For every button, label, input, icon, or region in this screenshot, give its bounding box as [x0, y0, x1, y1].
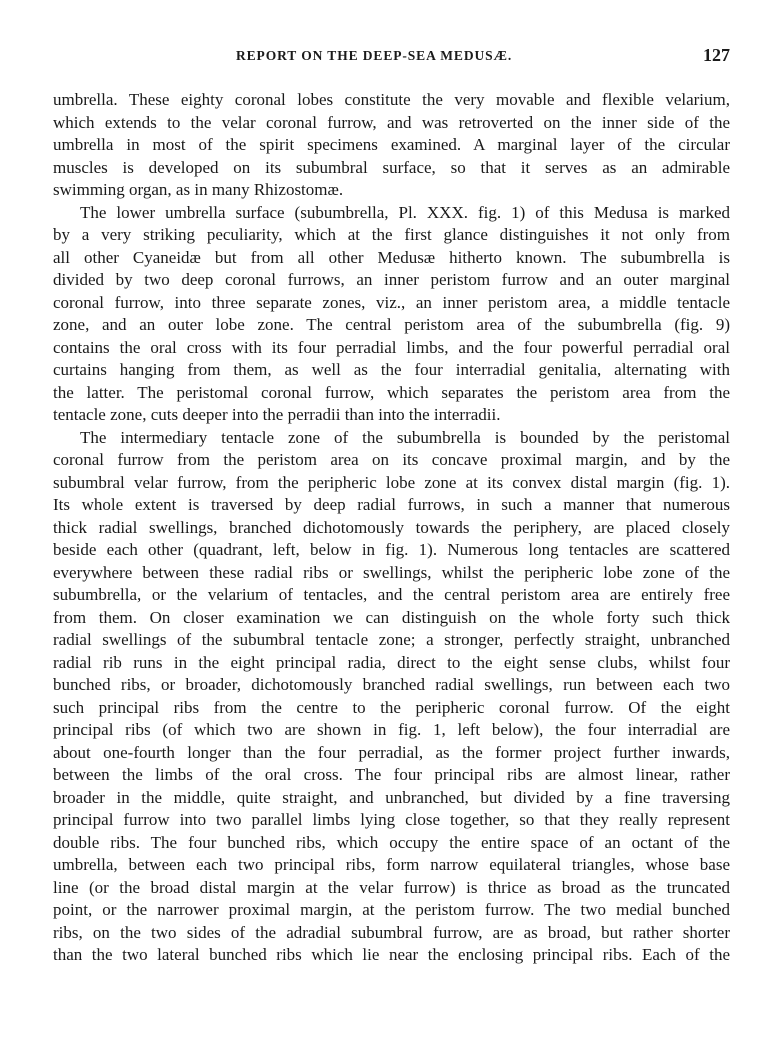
text-line: umbrella. These eighty coronal lobes constitute the very movable and flexible velarium,: [53, 90, 730, 109]
text-line: the latter. The peristomal coronal furrow, which separates the peristom area from the: [53, 382, 730, 402]
text-line: coronal furrow, into three separate zones, viz., an inner peristom area, a middle tentacle: [53, 292, 730, 312]
body-text: [53, 89, 730, 967]
text-line: zone, and an outer lobe zone. The central peristom area of the subumbrella (fig. 9): [53, 315, 730, 334]
text-line: curtains hanging from them, as well as the four interradial genitalia, alternating with: [53, 360, 730, 379]
text-line: contains the oral cross with its four perradial limbs, and the four powerful perradial oral: [53, 337, 730, 357]
text-line: everywhere between these radial ribs or swellings, whilst the peripheric lobe zone of the: [53, 562, 730, 582]
text-line: ribs, on the two sides of the adradial subumbral furrow, are as broad, but rather shorter: [53, 922, 730, 942]
text-line: principal furrow into two parallel limbs lying close together, so that they really represent: [53, 810, 730, 829]
text-line: subumbral velar furrow, from the peripheric lobe zone at its convex distal margin (fig. 1).: [53, 472, 730, 492]
text-line: by a very striking peculiarity, which at the first glance distinguishes it not only from: [53, 225, 730, 244]
text-line: divided by two deep coronal furrows, an inner peristom furrow and an outer marginal: [53, 270, 730, 289]
text-line: Its whole extent is traversed by deep radial furrows, in such a manner that numerous: [53, 495, 730, 514]
paragraph-2: [53, 202, 730, 427]
text-line: between the limbs of the oral cross. The four principal ribs are almost linear, rather: [53, 765, 730, 784]
text-line: principal ribs (of which two are shown in fig. 1, left below), the four interradial are: [53, 720, 730, 739]
text-line: coronal furrow from the peristom area on its concave proximal margin, and by the: [53, 450, 730, 469]
text-line: tentacle zone, cuts deeper into the perradii than into the interradii.: [53, 405, 501, 424]
text-line: The lower umbrella surface (subumbrella, Pl. XXX. fig. 1) of this Medusa is marked: [80, 202, 730, 222]
text-line: all other Cyaneidæ but from all other Medusæ hitherto known. The subumbrella is: [53, 247, 730, 267]
paragraph-1: [53, 89, 730, 202]
text-line: muscles is developed on its subumbral surface, so that it serves as an admirable: [53, 157, 730, 177]
text-line: than the two lateral bunched ribs which lie near the enclosing principal ribs. Each of the: [53, 945, 730, 964]
running-title: REPORT ON THE DEEP-SEA MEDUSÆ.: [236, 48, 513, 63]
text-line: which extends to the velar coronal furrow, and was retroverted on the inner side of the: [53, 112, 730, 132]
text-line: swimming organ, as in many Rhizostomæ.: [53, 180, 344, 199]
text-line: from them. On closer examination we can distinguish on the whole forty such thick: [53, 607, 730, 627]
paragraph-3: [53, 427, 730, 967]
page-number: 127: [703, 45, 730, 65]
text-line: The intermediary tentacle zone of the subumbrella is bounded by the peristomal: [80, 427, 730, 447]
text-line: radial swellings of the subumbral tentacle zone; a stronger, perfectly straight, unbranched: [53, 630, 730, 649]
text-line: about one-fourth longer than the four perradial, as the former project further inwards,: [53, 742, 730, 762]
text-line: beside each other (quadrant, left, below in fig. 1). Numerous long tentacles are scattered: [53, 540, 730, 559]
text-line: point, or the narrower proximal margin, at the peristom furrow. The two medial bunched: [53, 900, 730, 919]
text-line: thick radial swellings, branched dichotomously towards the periphery, are placed closely: [53, 517, 730, 537]
text-line: broader in the middle, quite straight, and unbranched, but divided by a fine traversing: [53, 787, 730, 807]
text-line: radial rib runs in the eight principal radia, direct to the eight sense clubs, whilst four: [53, 652, 730, 672]
text-line: umbrella, between each two principal ribs, form narrow equilateral triangles, whose base: [53, 855, 730, 874]
text-line: umbrella in most of the spirit specimens examined. A marginal layer of the circular: [53, 135, 730, 154]
running-header: [53, 45, 730, 70]
text-line: subumbrella, or the velarium of tentacles, and the central peristom area are entirely free: [53, 585, 730, 604]
text-line: line (or the broad distal margin at the velar furrow) is thrice as broad as the truncated: [53, 877, 730, 897]
text-line: bunched ribs, or broader, dichotomously branched radial swellings, run between each two: [53, 675, 730, 694]
text-line: such principal ribs from the centre to the peripheric coronal furrow. Of the eight: [53, 697, 730, 717]
text-line: double ribs. The four bunched ribs, which occupy the entire space of an octant of the: [53, 832, 730, 852]
